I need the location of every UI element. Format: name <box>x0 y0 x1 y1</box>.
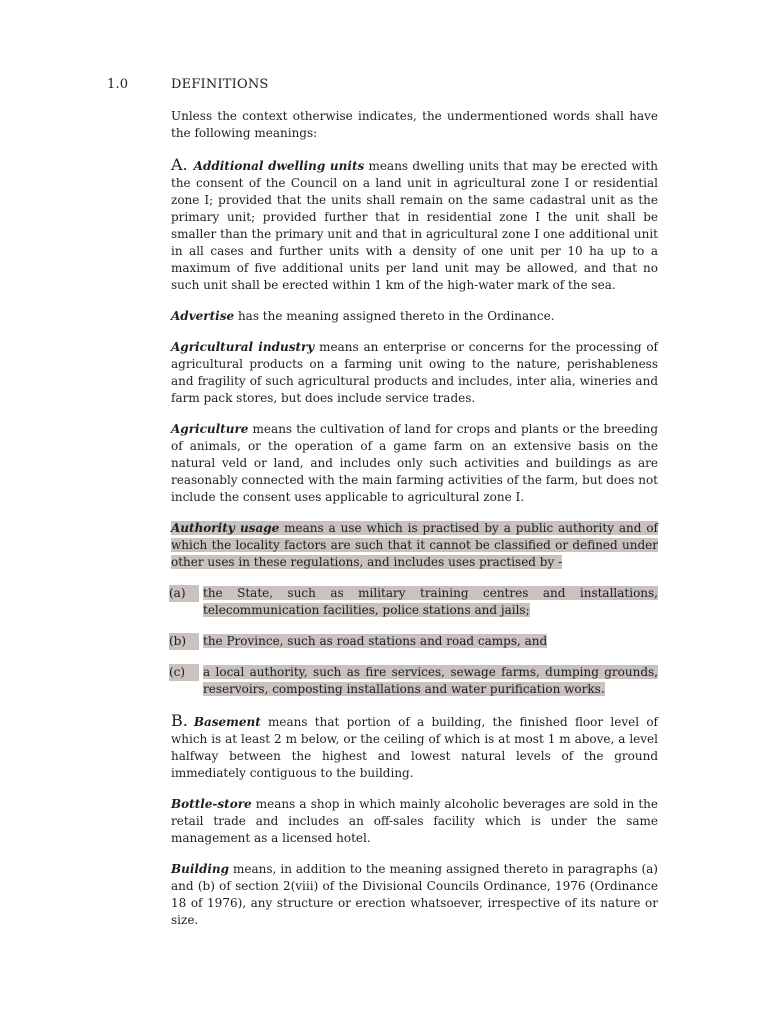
definition-building <box>171 861 658 929</box>
letter-marker-b: B. <box>171 711 188 730</box>
definition-term: Agriculture <box>171 422 249 436</box>
definition-advertise <box>171 308 658 325</box>
definition-term: Basement <box>193 715 261 729</box>
definition-text: means a shop in which mainly alcoholic beverages are sold in the retail trade and includes an off-sales facility which is under the same management as a licensed hotel. <box>171 797 658 845</box>
definition-additional-dwelling-units <box>171 156 658 294</box>
definition-text: means that portion of a building, the finished floor level of which is at least 2 m below, or the ceiling of which is at most 1 m above, a level halfway between the highest and lowest natural levels of the ground immediately contiguous to the building. <box>171 715 658 780</box>
list-label: (a) <box>169 585 199 602</box>
definition-text: means an enterprise or concerns for the processing of agricultural products on a farming unit owing to the nature, perishableness and fragility of such agricultural products and includes, inter alia, wineries and farm pack stores, but does include service trades. <box>171 340 658 405</box>
list-item-c <box>169 664 658 698</box>
definition-text: means the cultivation of land for crops and plants or the breeding of animals, or the operation of a game farm on an extensive basis on the natural veld or land, and includes only such activities and buildings as are reasonably connected with the main farming activities of the farm, but does not include the consent uses applicable to agricultural zone I. <box>171 422 658 504</box>
letter-marker-a: A. <box>171 155 188 174</box>
highlighted-passage <box>171 521 658 569</box>
list-text: the Province, such as road stations and road camps, and <box>203 634 548 648</box>
definitions-body <box>171 108 658 943</box>
definition-text: has the meaning assigned thereto in the Ordinance. <box>234 309 555 323</box>
definition-term: Additional dwelling units <box>193 159 365 173</box>
list-label: (b) <box>169 633 199 650</box>
definition-term: Advertise <box>171 309 235 323</box>
section-heading <box>107 77 269 92</box>
list-item-b <box>169 633 658 650</box>
section-title: DEFINITIONS <box>171 77 269 92</box>
definition-text: means a use which is practised by a public authority and of which the locality factors are such that it cannot be classified or defined under other uses in these regulations, and includes uses practised by - <box>171 521 658 569</box>
intro-paragraph: Unless the context otherwise indicates, the undermentioned words shall have the following meanings: <box>171 109 658 140</box>
definition-text: means, in addition to the meaning assigned thereto in paragraphs (a) and (b) of section 2(viii) of the Divisional Councils Ordinance, 1976 (Ordinance 18 of 1976), any structure or erection whatsoever, irrespective of its nature or size. <box>171 862 658 927</box>
definition-authority-usage <box>171 520 658 571</box>
definition-term: Building <box>171 862 230 876</box>
definition-text: means dwelling units that may be erected with the consent of the Council on a land unit in agricultural zone I or residential zone I; provided that the units shall remain on the same cadastral unit as the primary unit; provided further that in residential zone I the unit shall be smaller than the primary unit and that in agricultural zone I one additional unit in all cases and further units with a density of one unit per 10 ha up to a maximum of five additional units per land unit may be allowed, and that no such unit shall be erected within 1 km of the high-water mark of the sea. <box>171 159 659 292</box>
definition-bottle-store <box>171 796 658 847</box>
definition-term: Authority usage <box>171 521 280 535</box>
list-text: the State, such as military training centres and installations, telecommunication facilities, police stations and jails; <box>203 586 658 617</box>
definition-basement <box>171 712 658 782</box>
list-text: a local authority, such as fire services, sewage farms, dumping grounds, reservoirs, composting installations and water purification works. <box>203 665 658 696</box>
definition-agriculture <box>171 421 658 506</box>
section-number: 1.0 <box>107 77 129 92</box>
definition-term: Agricultural industry <box>171 340 315 354</box>
definition-agricultural-industry <box>171 339 658 407</box>
list-item-a <box>169 585 658 619</box>
definition-term: Bottle-store <box>171 797 252 811</box>
list-label: (c) <box>169 664 199 681</box>
